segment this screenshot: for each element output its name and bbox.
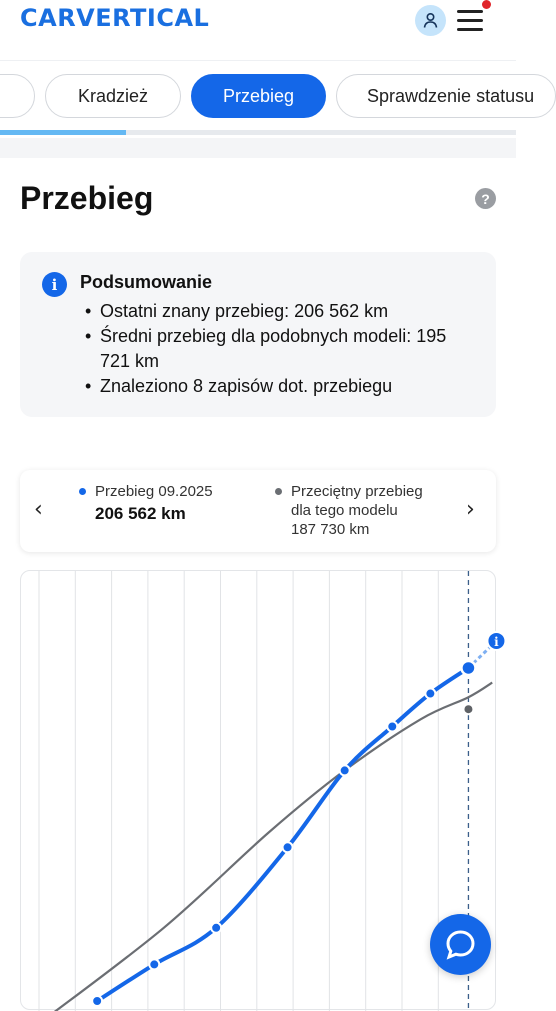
mileage-legend-dot <box>79 488 86 495</box>
average-legend-value: 187 730 km <box>291 521 370 538</box>
carvertical-logo[interactable]: CARVERTICAL <box>20 4 210 32</box>
mileage-point <box>149 959 159 969</box>
chart-legend-card <box>20 470 496 552</box>
info-icon: i <box>42 272 67 297</box>
mileage-point <box>461 661 475 675</box>
mileage-legend-value: 206 562 km <box>95 504 186 523</box>
chat-bubble-icon <box>445 929 476 960</box>
user-account-button[interactable] <box>415 5 446 36</box>
mileage-point <box>283 842 293 852</box>
section-divider <box>0 138 516 158</box>
tabs-scroll-track <box>0 130 516 135</box>
mileage-point <box>387 722 397 732</box>
hamburger-line <box>457 28 483 31</box>
help-icon[interactable]: ? <box>475 188 496 209</box>
section-tabs <box>0 60 535 138</box>
mileage-point <box>92 996 102 1006</box>
tabs-scroll-indicator <box>0 130 126 135</box>
chat-button[interactable] <box>430 914 491 975</box>
average-legend-label-line2: dla tego modelu <box>291 502 398 519</box>
summary-title: Podsumowanie <box>80 272 213 292</box>
average-legend-dot <box>275 488 282 495</box>
chevron-left-icon[interactable]: ‹ <box>34 497 43 522</box>
average-point <box>463 704 473 714</box>
tab-przebieg[interactable]: Przebieg <box>191 74 326 118</box>
tab-previous[interactable] <box>0 74 35 118</box>
mileage-point <box>340 765 350 775</box>
tab-kradziez[interactable]: Kradzież <box>45 74 181 118</box>
mileage-point <box>211 923 221 933</box>
user-icon <box>422 12 439 29</box>
mileage-chart[interactable] <box>20 570 499 1010</box>
summary-list <box>100 299 470 399</box>
hamburger-menu-icon <box>457 10 483 13</box>
average-legend-label-line1: Przeciętny przebieg <box>291 483 423 500</box>
notification-dot <box>482 0 491 9</box>
mileage-legend-label: Przebieg 09.2025 <box>95 483 213 500</box>
mileage-line <box>97 668 468 1001</box>
summary-item: • Znaleziono 8 zapisów dot. przebiegu <box>100 374 470 399</box>
summary-box <box>20 252 496 417</box>
summary-item: • Średni przebieg dla podobnych modeli: 195 721 km <box>100 324 470 374</box>
summary-item: • Ostatni znany przebieg: 206 562 km <box>100 299 470 324</box>
hamburger-menu-button[interactable] <box>457 7 485 33</box>
tab-sprawdzenie-statusu[interactable]: Sprawdzenie statusu <box>336 74 556 118</box>
hamburger-line <box>457 19 483 22</box>
mileage-chart-svg <box>21 571 497 1011</box>
info-marker-glyph: i <box>494 634 499 649</box>
chevron-right-icon[interactable]: › <box>466 497 475 522</box>
mileage-point <box>425 689 435 699</box>
app-header <box>0 0 516 60</box>
page-title: Przebieg <box>20 180 154 216</box>
